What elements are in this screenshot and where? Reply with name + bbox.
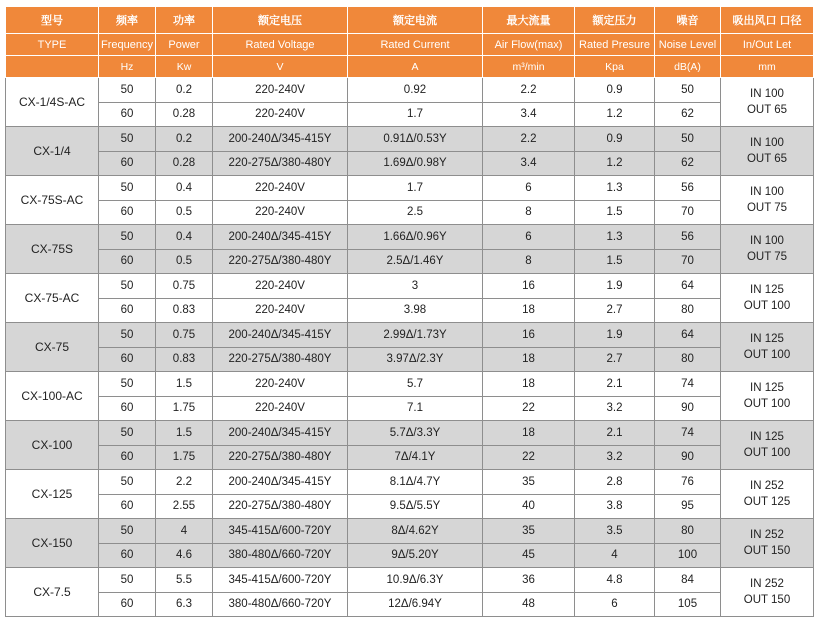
port-size-cell [721, 323, 814, 372]
voltage-cell: 220-275Δ/380-480Y [213, 445, 348, 470]
airflow-cell: 2.2 [483, 78, 575, 103]
voltage-cell: 200-240Δ/345-415Y [213, 470, 348, 495]
voltage-cell: 220-275Δ/380-480Y [213, 494, 348, 519]
pressure-cell: 6 [575, 592, 655, 617]
frequency-cell: 50 [99, 78, 156, 103]
pressure-cell: 2.1 [575, 372, 655, 397]
outlet-size: OUT 125 [743, 496, 791, 508]
voltage-cell: 220-240V [213, 274, 348, 299]
model-group [6, 470, 814, 519]
frequency-cell: 60 [99, 249, 156, 274]
power-cell: 1.75 [156, 445, 213, 470]
table-row [6, 78, 814, 103]
power-cell: 0.2 [156, 127, 213, 152]
power-cell: 4 [156, 519, 213, 544]
power-cell: 0.83 [156, 298, 213, 323]
voltage-cell: 220-275Δ/380-480Y [213, 151, 348, 176]
table-row [6, 200, 814, 225]
outlet-size: OUT 75 [746, 251, 788, 263]
power-cell: 1.75 [156, 396, 213, 421]
current-cell: 9Δ/5.20Y [348, 543, 483, 568]
voltage-cell: 220-240V [213, 102, 348, 127]
current-cell: 3.97Δ/2.3Y [348, 347, 483, 372]
noise-cell: 74 [655, 421, 721, 446]
port-size-cell [721, 225, 814, 274]
voltage-cell: 380-480Δ/660-720Y [213, 543, 348, 568]
outlet-size: OUT 65 [746, 153, 788, 165]
current-cell: 5.7Δ/3.3Y [348, 421, 483, 446]
inlet-size: IN 252 [750, 578, 784, 590]
model-type-cell: CX-100 [6, 421, 99, 470]
table-row [6, 568, 814, 593]
table-row [6, 519, 814, 544]
model-type-cell: CX-125 [6, 470, 99, 519]
header-cell: TYPE [6, 34, 99, 56]
noise-cell: 62 [655, 102, 721, 127]
frequency-cell: 60 [99, 494, 156, 519]
noise-cell: 74 [655, 372, 721, 397]
port-size-cell [721, 421, 814, 470]
airflow-cell: 45 [483, 543, 575, 568]
frequency-cell: 60 [99, 543, 156, 568]
unit-cell: mm [721, 56, 814, 78]
voltage-cell: 200-240Δ/345-415Y [213, 421, 348, 446]
pressure-cell: 2.8 [575, 470, 655, 495]
pressure-cell: 1.9 [575, 323, 655, 348]
noise-cell: 105 [655, 592, 721, 617]
header-row-english [6, 34, 814, 56]
pressure-cell: 4 [575, 543, 655, 568]
pressure-cell: 3.2 [575, 396, 655, 421]
table-row [6, 494, 814, 519]
current-cell: 2.5Δ/1.46Y [348, 249, 483, 274]
frequency-cell: 50 [99, 372, 156, 397]
header-cell: In/Out Let [721, 34, 814, 56]
port-size-cell [721, 176, 814, 225]
header-cell: 噪音 [655, 7, 721, 34]
header-cell: Power [156, 34, 213, 56]
header-cell: 型号 [6, 7, 99, 34]
header-cell: Rated Voltage [213, 34, 348, 56]
noise-cell: 80 [655, 298, 721, 323]
power-cell: 1.5 [156, 421, 213, 446]
frequency-cell: 50 [99, 519, 156, 544]
port-size-cell [721, 127, 814, 176]
power-cell: 2.2 [156, 470, 213, 495]
outlet-size: OUT 65 [746, 104, 788, 116]
port-size-cell [721, 568, 814, 617]
header-cell: 额定压力 [575, 7, 655, 34]
noise-cell: 90 [655, 445, 721, 470]
pressure-cell: 0.9 [575, 78, 655, 103]
inlet-size: IN 252 [750, 529, 784, 541]
airflow-cell: 22 [483, 396, 575, 421]
spec-table [5, 6, 814, 617]
pressure-cell: 3.2 [575, 445, 655, 470]
frequency-cell: 50 [99, 274, 156, 299]
inlet-size: IN 125 [750, 284, 784, 296]
table-row [6, 445, 814, 470]
airflow-cell: 22 [483, 445, 575, 470]
airflow-cell: 6 [483, 176, 575, 201]
pressure-cell: 1.3 [575, 176, 655, 201]
power-cell: 0.75 [156, 274, 213, 299]
table-row [6, 396, 814, 421]
frequency-cell: 60 [99, 102, 156, 127]
model-group [6, 225, 814, 274]
airflow-cell: 36 [483, 568, 575, 593]
header-cell: 吸出风口 口径 [721, 7, 814, 34]
header-cell: 频率 [99, 7, 156, 34]
airflow-cell: 35 [483, 519, 575, 544]
model-type-cell: CX-1/4S-AC [6, 78, 99, 127]
header-cell: 额定电压 [213, 7, 348, 34]
inlet-size: IN 125 [750, 382, 784, 394]
current-cell: 3.98 [348, 298, 483, 323]
noise-cell: 64 [655, 274, 721, 299]
inlet-size: IN 252 [750, 480, 784, 492]
airflow-cell: 18 [483, 347, 575, 372]
table-row [6, 102, 814, 127]
port-size-cell [721, 372, 814, 421]
airflow-cell: 18 [483, 298, 575, 323]
model-type-cell: CX-7.5 [6, 568, 99, 617]
header-cell: Rated Presure [575, 34, 655, 56]
voltage-cell: 200-240Δ/345-415Y [213, 127, 348, 152]
model-group [6, 78, 814, 127]
voltage-cell: 220-240V [213, 176, 348, 201]
power-cell: 0.2 [156, 78, 213, 103]
model-group [6, 127, 814, 176]
power-cell: 2.55 [156, 494, 213, 519]
frequency-cell: 50 [99, 568, 156, 593]
table-row [6, 151, 814, 176]
unit-cell: m³/min [483, 56, 575, 78]
port-size-cell [721, 519, 814, 568]
noise-cell: 76 [655, 470, 721, 495]
pressure-cell: 2.7 [575, 347, 655, 372]
pressure-cell: 2.1 [575, 421, 655, 446]
pressure-cell: 1.3 [575, 225, 655, 250]
header-cell: 额定电流 [348, 7, 483, 34]
inlet-size: IN 100 [750, 235, 784, 247]
unit-cell: Kw [156, 56, 213, 78]
power-cell: 0.75 [156, 323, 213, 348]
unit-cell: A [348, 56, 483, 78]
inlet-size: IN 125 [750, 431, 784, 443]
pressure-cell: 3.5 [575, 519, 655, 544]
frequency-cell: 60 [99, 347, 156, 372]
voltage-cell: 220-240V [213, 396, 348, 421]
power-cell: 5.5 [156, 568, 213, 593]
header-cell: Air Flow(max) [483, 34, 575, 56]
header-cell: 功率 [156, 7, 213, 34]
current-cell: 1.7 [348, 102, 483, 127]
model-group [6, 274, 814, 323]
current-cell: 7Δ/4.1Y [348, 445, 483, 470]
frequency-cell: 50 [99, 421, 156, 446]
outlet-size: OUT 100 [743, 447, 791, 459]
current-cell: 8Δ/4.62Y [348, 519, 483, 544]
header-cell: 最大流量 [483, 7, 575, 34]
noise-cell: 80 [655, 519, 721, 544]
model-group [6, 421, 814, 470]
airflow-cell: 3.4 [483, 102, 575, 127]
pressure-cell: 1.2 [575, 151, 655, 176]
table-row [6, 274, 814, 299]
pressure-cell: 2.7 [575, 298, 655, 323]
table-row [6, 225, 814, 250]
noise-cell: 84 [655, 568, 721, 593]
model-group [6, 176, 814, 225]
pressure-cell: 1.2 [575, 102, 655, 127]
inlet-size: IN 100 [750, 137, 784, 149]
frequency-cell: 50 [99, 470, 156, 495]
pressure-cell: 4.8 [575, 568, 655, 593]
current-cell: 1.69Δ/0.98Y [348, 151, 483, 176]
header-cell: Rated Current [348, 34, 483, 56]
current-cell: 0.92 [348, 78, 483, 103]
current-cell: 0.91Δ/0.53Y [348, 127, 483, 152]
unit-cell: V [213, 56, 348, 78]
current-cell: 2.99Δ/1.73Y [348, 323, 483, 348]
frequency-cell: 60 [99, 200, 156, 225]
voltage-cell: 220-275Δ/380-480Y [213, 347, 348, 372]
inlet-size: IN 100 [750, 186, 784, 198]
header-row-units [6, 56, 814, 78]
noise-cell: 50 [655, 127, 721, 152]
model-type-cell: CX-75S [6, 225, 99, 274]
table-row [6, 347, 814, 372]
current-cell: 9.5Δ/5.5Y [348, 494, 483, 519]
noise-cell: 95 [655, 494, 721, 519]
airflow-cell: 18 [483, 421, 575, 446]
model-type-cell: CX-100-AC [6, 372, 99, 421]
model-type-cell: CX-150 [6, 519, 99, 568]
model-type-cell: CX-1/4 [6, 127, 99, 176]
noise-cell: 50 [655, 78, 721, 103]
voltage-cell: 220-240V [213, 298, 348, 323]
pressure-cell: 3.8 [575, 494, 655, 519]
table-row [6, 543, 814, 568]
power-cell: 1.5 [156, 372, 213, 397]
frequency-cell: 50 [99, 323, 156, 348]
frequency-cell: 60 [99, 298, 156, 323]
frequency-cell: 60 [99, 396, 156, 421]
airflow-cell: 16 [483, 274, 575, 299]
outlet-size: OUT 100 [743, 300, 791, 312]
pressure-cell: 0.9 [575, 127, 655, 152]
power-cell: 6.3 [156, 592, 213, 617]
inlet-size: IN 125 [750, 333, 784, 345]
noise-cell: 90 [655, 396, 721, 421]
airflow-cell: 35 [483, 470, 575, 495]
table-row [6, 249, 814, 274]
noise-cell: 70 [655, 249, 721, 274]
table-row [6, 421, 814, 446]
airflow-cell: 2.2 [483, 127, 575, 152]
port-size-cell [721, 78, 814, 127]
power-cell: 0.5 [156, 200, 213, 225]
power-cell: 0.28 [156, 102, 213, 127]
model-type-cell: CX-75S-AC [6, 176, 99, 225]
pressure-cell: 1.5 [575, 200, 655, 225]
power-cell: 0.83 [156, 347, 213, 372]
voltage-cell: 220-240V [213, 78, 348, 103]
table-row [6, 592, 814, 617]
airflow-cell: 3.4 [483, 151, 575, 176]
header-cell: Frequency [99, 34, 156, 56]
current-cell: 1.66Δ/0.96Y [348, 225, 483, 250]
frequency-cell: 60 [99, 151, 156, 176]
port-size-cell [721, 274, 814, 323]
current-cell: 5.7 [348, 372, 483, 397]
port-size-cell [721, 470, 814, 519]
power-cell: 0.5 [156, 249, 213, 274]
outlet-size: OUT 100 [743, 398, 791, 410]
unit-cell [6, 56, 99, 78]
model-type-cell: CX-75-AC [6, 274, 99, 323]
table-row [6, 127, 814, 152]
header-cell: Noise Level [655, 34, 721, 56]
model-group [6, 568, 814, 617]
voltage-cell: 220-240V [213, 372, 348, 397]
outlet-size: OUT 150 [743, 594, 791, 606]
power-cell: 0.4 [156, 176, 213, 201]
noise-cell: 62 [655, 151, 721, 176]
model-group [6, 323, 814, 372]
voltage-cell: 220-275Δ/380-480Y [213, 249, 348, 274]
power-cell: 0.4 [156, 225, 213, 250]
current-cell: 3 [348, 274, 483, 299]
header-row-chinese [6, 7, 814, 34]
airflow-cell: 8 [483, 200, 575, 225]
model-group [6, 519, 814, 568]
frequency-cell: 50 [99, 225, 156, 250]
noise-cell: 80 [655, 347, 721, 372]
current-cell: 10.9Δ/6.3Y [348, 568, 483, 593]
voltage-cell: 220-240V [213, 200, 348, 225]
noise-cell: 56 [655, 225, 721, 250]
frequency-cell: 60 [99, 445, 156, 470]
power-cell: 4.6 [156, 543, 213, 568]
frequency-cell: 50 [99, 127, 156, 152]
model-type-cell: CX-75 [6, 323, 99, 372]
noise-cell: 70 [655, 200, 721, 225]
frequency-cell: 50 [99, 176, 156, 201]
current-cell: 8.1Δ/4.7Y [348, 470, 483, 495]
airflow-cell: 48 [483, 592, 575, 617]
current-cell: 2.5 [348, 200, 483, 225]
voltage-cell: 200-240Δ/345-415Y [213, 323, 348, 348]
current-cell: 12Δ/6.94Y [348, 592, 483, 617]
table-row [6, 298, 814, 323]
table-row [6, 176, 814, 201]
inlet-size: IN 100 [750, 88, 784, 100]
unit-cell: dB(A) [655, 56, 721, 78]
pressure-cell: 1.5 [575, 249, 655, 274]
outlet-size: OUT 75 [746, 202, 788, 214]
table-row [6, 470, 814, 495]
power-cell: 0.28 [156, 151, 213, 176]
current-cell: 7.1 [348, 396, 483, 421]
unit-cell: Hz [99, 56, 156, 78]
noise-cell: 56 [655, 176, 721, 201]
model-group [6, 372, 814, 421]
noise-cell: 64 [655, 323, 721, 348]
unit-cell: Kpa [575, 56, 655, 78]
table-row [6, 323, 814, 348]
voltage-cell: 380-480Δ/660-720Y [213, 592, 348, 617]
table-header [6, 7, 814, 78]
voltage-cell: 200-240Δ/345-415Y [213, 225, 348, 250]
frequency-cell: 60 [99, 592, 156, 617]
outlet-size: OUT 100 [743, 349, 791, 361]
airflow-cell: 6 [483, 225, 575, 250]
noise-cell: 100 [655, 543, 721, 568]
pressure-cell: 1.9 [575, 274, 655, 299]
airflow-cell: 40 [483, 494, 575, 519]
voltage-cell: 345-415Δ/600-720Y [213, 568, 348, 593]
table-row [6, 372, 814, 397]
outlet-size: OUT 150 [743, 545, 791, 557]
current-cell: 1.7 [348, 176, 483, 201]
airflow-cell: 8 [483, 249, 575, 274]
airflow-cell: 18 [483, 372, 575, 397]
voltage-cell: 345-415Δ/600-720Y [213, 519, 348, 544]
airflow-cell: 16 [483, 323, 575, 348]
